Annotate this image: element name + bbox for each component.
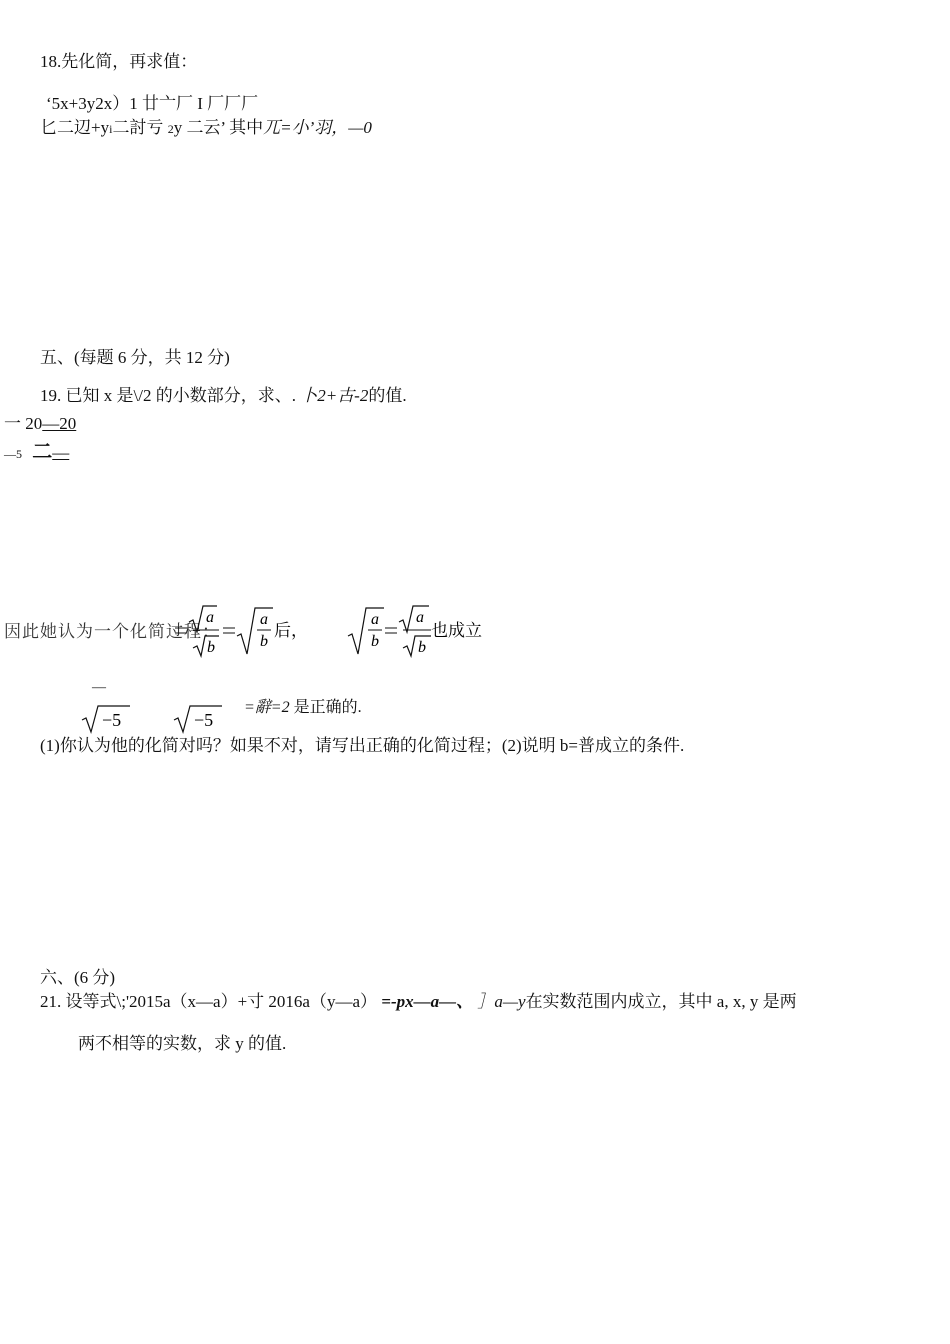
q21-line2: 两不相等的实数，求 y 的值. <box>78 1034 287 1053</box>
q20-radical-bar: — <box>92 680 106 695</box>
q19-frag2-b: 二 <box>32 441 53 463</box>
q19-frag2-c: — <box>52 443 70 462</box>
q19-frag2-a: —5 <box>4 447 22 461</box>
q20-correct-statement <box>244 698 362 717</box>
radical-sign <box>403 636 431 656</box>
q18-expr-part-d: 兀=小’羽，—0 <box>263 118 372 137</box>
q20-question: (1)你认为他的化简对吗？如果不对，请写出正确的化简过程；(2)说明 b=普成立的条件. <box>40 736 685 755</box>
q19-text <box>40 386 407 406</box>
radical-sign <box>399 606 429 632</box>
radical-value: −5 <box>102 710 122 730</box>
q19-text-c: 的值. <box>368 386 407 405</box>
q20-overlap-text: 因此她认为一个化简过程： <box>4 622 220 641</box>
q19-fragment-line2 <box>4 440 80 464</box>
q18-expression-line2 <box>40 118 372 138</box>
fraction-numerator: a <box>371 611 379 628</box>
q20-formula-chain <box>175 602 495 662</box>
q19-text-a: 19. 已知 x 是\/2 的小数部分，求、. <box>40 386 296 405</box>
fraction-denominator: b <box>418 639 426 656</box>
after-word: 后， <box>274 621 308 640</box>
q19-frag1-a: 一 20 <box>4 414 43 433</box>
radical-value: −5 <box>194 710 214 730</box>
q18-expr-sub-a: i <box>109 122 113 136</box>
q18-expr-sub-b: 2 <box>167 122 174 136</box>
fraction-numerator: a <box>206 609 214 626</box>
fraction-denominator: b <box>371 633 379 650</box>
radical-sign <box>193 636 219 656</box>
q21-line1-c: ］a—y <box>477 992 526 1011</box>
section-5-heading: 五、(每题 6 分，共 12 分) <box>40 348 230 367</box>
fraction-numerator: a <box>416 609 424 626</box>
q20-radical-pair <box>82 702 262 736</box>
q18-expression-line1: ‘5x+3y2x）1 廿亠厂 I 厂厂厂 <box>46 94 259 113</box>
also-holds-text: 也成立 <box>431 621 482 640</box>
section-6-heading: 六、(6 分) <box>40 968 116 987</box>
q21-line1-d: 在实数范围内成立，其中 a, x, y 是两 <box>525 992 797 1011</box>
fraction-denominator: b <box>260 633 268 650</box>
q21-line1-a: 21. 设等式\;'2015a（x—a）+寸 2016a（y—a） <box>40 992 378 1011</box>
q18-expr-part-b: 二討亏 <box>112 118 164 137</box>
q19-expression: 卜2+古-2 <box>300 386 369 405</box>
q18-expr-part-a: 匕二辺+y <box>40 118 110 137</box>
q18-heading: 18.先化简，再求值： <box>40 52 198 71</box>
q19-frag1-b: —20 <box>42 414 77 433</box>
q20-correct-b: 是正确的. <box>293 699 362 716</box>
fraction-numerator: a <box>260 611 268 628</box>
q19-fragment-line1 <box>4 414 76 434</box>
q18-expr-part-c: y 二云’ 其中 <box>173 118 264 137</box>
q21-line1-b: =-px—a—、 <box>381 992 474 1011</box>
q20-correct-a: =辭=2 <box>244 699 290 716</box>
fraction-denominator: b <box>207 639 215 656</box>
q21-line1 <box>40 992 797 1012</box>
